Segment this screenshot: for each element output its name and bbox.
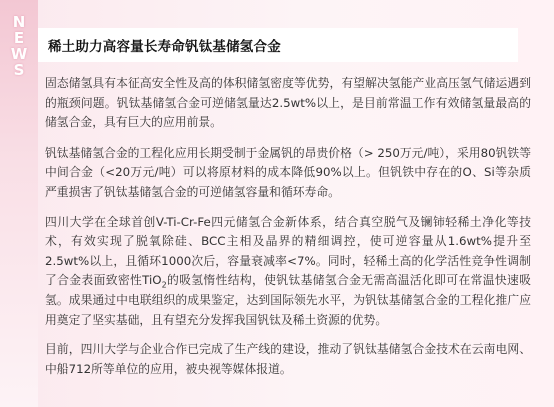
article-paragraph: 目前，四川大学与企业合作已完成了生产线的建设，推动了钒钛基储氢合金技术在云南电网、中船712所等单位的应用，被央视等媒体报道。 xyxy=(45,342,531,376)
article-paragraph: 固态储氢具有本征高安全性及高的体积储氢密度等优势，有望解决氢能产业高压氢气储运遇到的瓶颈问题。钒钛基储氢合金可逆储氢量达2.5wt%以上，是目前常温工作有效储氢量最高的储氢合金，具有巨大的应用前景。 xyxy=(45,76,531,130)
subscript-text: 2 xyxy=(161,280,167,290)
news-side-strip xyxy=(0,0,38,407)
article-title: 稀土助力高容量长寿命钒钛基储氢合金 xyxy=(48,39,281,55)
news-badge xyxy=(4,14,34,124)
paragraph-text: 四川大学在全球首创V-Ti-Cr-Fe四元储氢合金新体系，结合真空脱气及镧铈轻稀土净化等技术，有效实现了脱氧除硅、BCC主相及晶界的精细调控，使可逆容量从1.6wt%提升至2.5wt%以上，且循环1000次后，容量衰减率<7%。同时，轻稀土高的化学活性竞争性调制了合金表面致密性TiO xyxy=(45,214,531,288)
paragraph-text: 的吸氢惰性结构，使钒钛基储氢合金无需高温活化即可在常温快速吸氢。成果通过中电联组织的成果鉴定，达到国际领先水平，为钒钛基储氢合金的工程化推广应用奠定了坚实基础，且有望充分发挥我国钒钛及稀土资源的优势。 xyxy=(45,273,531,327)
article-body xyxy=(45,74,531,389)
news-badge-letter: N xyxy=(12,13,26,31)
news-badge-letter: S xyxy=(13,61,25,79)
article-paragraph xyxy=(45,213,531,331)
article-paragraph: 钒钛基储氢合金的工程化应用长期受制于金属钒的昂贵价格（> 250万元/吨），采用80钒铁等中间合金（<20万元/吨）可以将原材料的成本降低90%以上。但钒铁中存在的O、Si等杂质严重损害了钒钛基储氢合金的可逆储氢容量和循环寿命。 xyxy=(45,145,531,199)
news-badge-letter: E xyxy=(13,29,25,47)
news-badge-letter: W xyxy=(10,45,28,63)
